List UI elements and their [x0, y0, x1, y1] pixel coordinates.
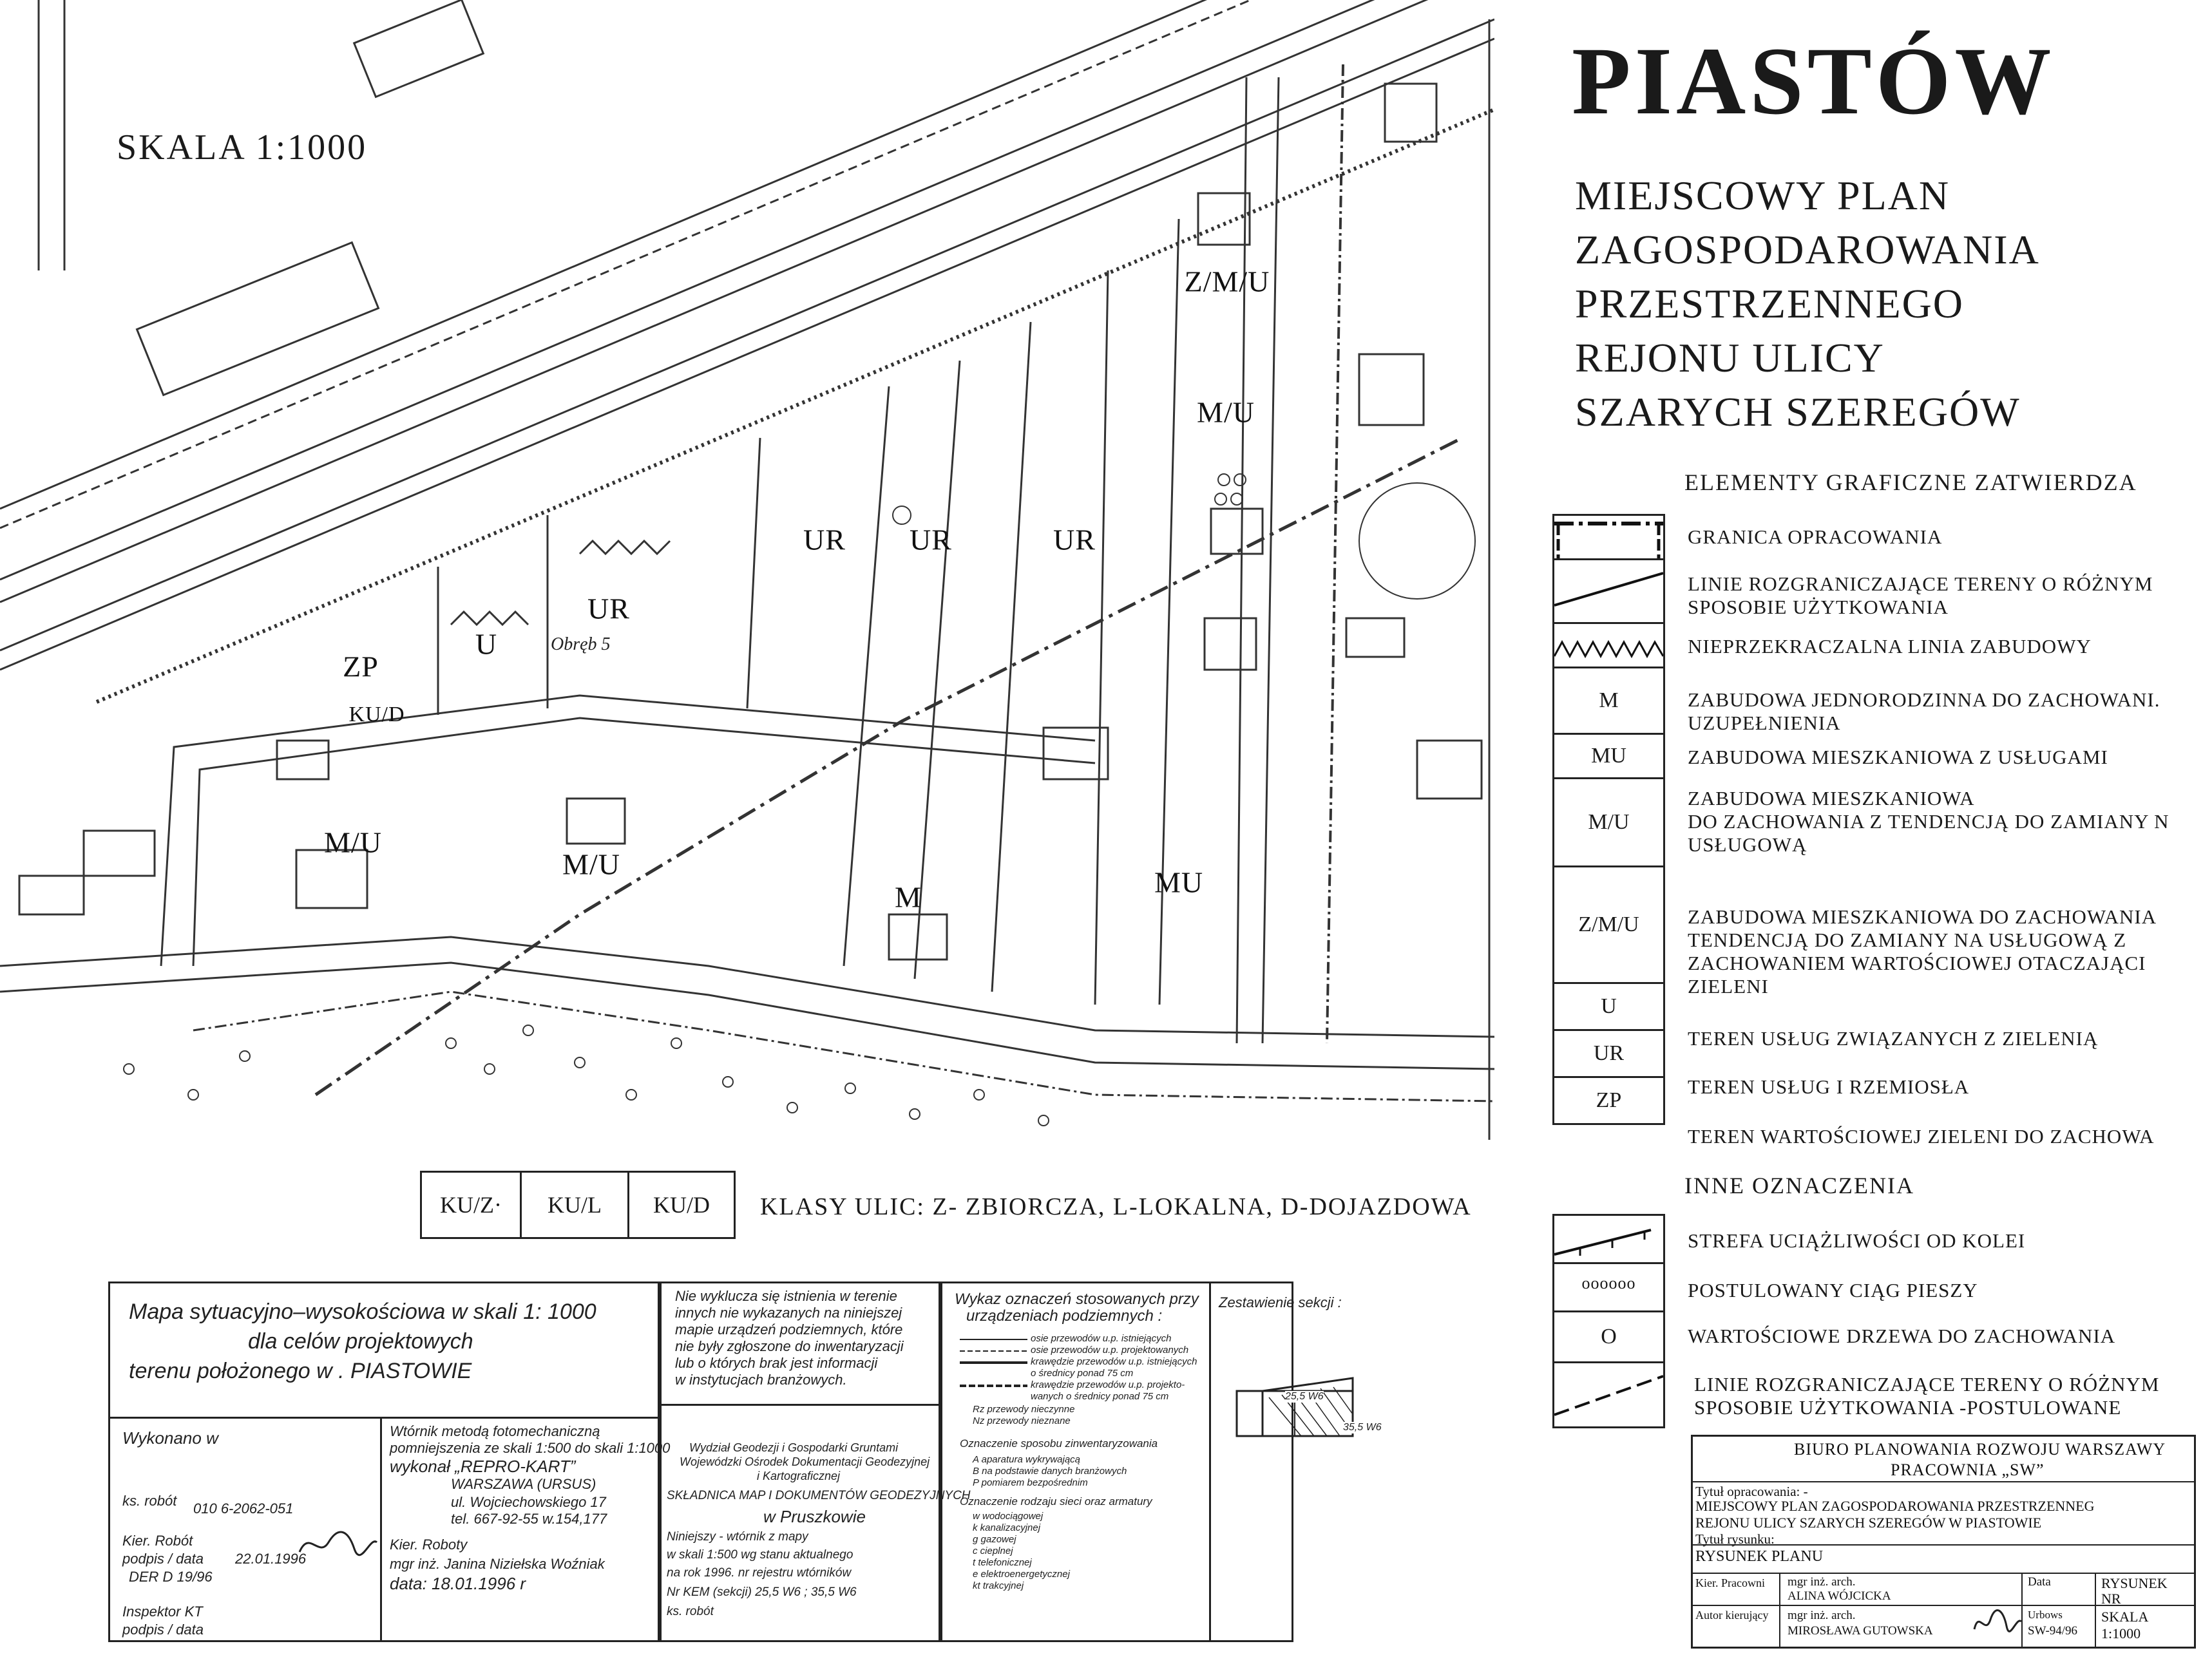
- building: [277, 741, 329, 779]
- zone-label-zmu: Z/M/U: [1184, 265, 1270, 298]
- subtitle-line: REJONU ULICY: [1575, 335, 1885, 381]
- survey-inspektor: Inspektor KT: [122, 1603, 203, 1620]
- legend-text: GRANICA OPRACOWANIA: [1688, 525, 1943, 548]
- legend-symbol-zp: ZP: [1552, 1076, 1665, 1125]
- legend-text: TEREN USŁUG ZWIĄZANYCH Z ZIELENIĄ: [1688, 1027, 2099, 1050]
- utility-rodzaj-row: w wodociągowej: [973, 1511, 1044, 1522]
- utility-line-samples: [960, 1336, 1031, 1400]
- legend-symbol-u: U: [1552, 982, 1665, 1031]
- building: [1211, 509, 1263, 554]
- building: [1417, 741, 1482, 799]
- note-line: nie były zgłoszone do inwentaryzacji: [675, 1338, 904, 1354]
- legend-heading: ELEMENTY GRAFICZNE ZATWIERDZA: [1684, 469, 2137, 495]
- utility-title: urządzeniach podziemnych :: [966, 1307, 1163, 1325]
- utility-inwent: Oznaczenie sposobu zinwentaryzowania: [960, 1437, 1158, 1450]
- survey-divider: [380, 1417, 382, 1642]
- note-line: mapie urządzeń podziemnych, które: [675, 1321, 903, 1338]
- building: [1359, 354, 1424, 425]
- legend-symbol-boundary: [1552, 514, 1665, 560]
- note-rok: na rok 1996. nr rejestru wtórników: [667, 1566, 852, 1580]
- office-divider: [1691, 1573, 2196, 1574]
- survey-kier2: Kier. Roboty: [390, 1537, 468, 1553]
- legend-text: POSTULOWANY CIĄG PIESZY: [1688, 1279, 1978, 1301]
- note-skladnica: SKŁADNICA MAP I DOKUMENTÓW GEODEZYJNYCH: [667, 1489, 971, 1502]
- road-class-ku-z: KU/Z·: [420, 1171, 522, 1239]
- building-line: [451, 612, 528, 625]
- plot-line: [747, 438, 760, 708]
- office-data-label: Data: [2028, 1575, 2051, 1589]
- survey-podpis-date: 22.01.1996: [235, 1551, 307, 1567]
- utility-title: Wykaz oznaczeń stosowanych przy: [955, 1291, 1199, 1308]
- note-pruszkow: w Pruszkowie: [763, 1507, 866, 1526]
- legend-text: ZABUDOWA MIESZKANIOWA DO ZACHOWANIA Z TENDENCJĄ DO ZAMIANY N USŁUGOWĄ: [1688, 787, 2169, 856]
- local-road-edge: [161, 695, 1095, 966]
- legend-symbol-rail-zone: [1552, 1214, 1665, 1264]
- railway-line: [97, 109, 1494, 702]
- survey-wykonal: wykonał „REPRO-KART”: [390, 1457, 576, 1476]
- subtitle-line: MIEJSCOWY PLAN: [1575, 173, 1950, 218]
- office-divider: [1779, 1573, 1780, 1649]
- zoning-map: [0, 0, 1494, 1140]
- legend-text: ZABUDOWA MIESZKANIOWA Z USŁUGAMI: [1688, 746, 2108, 768]
- office-skala: SKALA: [2101, 1609, 2149, 1625]
- obreb-label: Obręb 5: [551, 634, 611, 654]
- legend-text: NIEPRZEKRACZALNA LINIA ZABUDOWY: [1688, 635, 2092, 657]
- legend-text: WARTOŚCIOWE DRZEWA DO ZACHOWANIA: [1688, 1325, 2116, 1347]
- office-tytul: MIEJSCOWY PLAN ZAGOSPODAROWANIA PRZESTRZENNEG: [1695, 1498, 2095, 1514]
- office-rysunek-label: Tytuł rysunku:: [1695, 1531, 1775, 1547]
- note-line: Nie wyklucza się istnienia w terenie: [675, 1288, 897, 1304]
- subtitle-line: SZARYCH SZEREGÓW: [1575, 389, 2021, 435]
- utility-inwent-row: A aparatura wykrywającą: [973, 1454, 1081, 1465]
- legend-text: LINIE ROZGRANICZAJĄCE TERENY O RÓŻNYM SPOSOBIE UŻYTKOWANIA: [1688, 572, 2153, 618]
- road-label-kud: KU/D: [348, 703, 405, 726]
- building-line: [580, 541, 670, 554]
- legend-text: ZABUDOWA JEDNORODZINNA DO ZACHOWANI. UZUPEŁNIENIA: [1688, 688, 2160, 734]
- office-urbows: Urbows: [2028, 1609, 2063, 1621]
- survey-purpose: dla celów projektowych: [248, 1329, 473, 1354]
- signature: [1971, 1603, 2023, 1642]
- office-tytul: REJONU ULICY SZARYCH SZEREGÓW W PIASTOWIE: [1695, 1515, 2042, 1531]
- railway-line: [0, 0, 1494, 602]
- main-road-edge: [0, 937, 1494, 1037]
- street-edge: [1237, 77, 1246, 1043]
- survey-title: Mapa sytuacyjno–wysokościowa w skali 1: 1000: [129, 1300, 596, 1324]
- plot-line: [844, 386, 889, 966]
- map-subtitle: [1575, 169, 2193, 439]
- note-wydzial: i Kartograficznej: [757, 1470, 841, 1482]
- building: [137, 243, 379, 395]
- utility-rodzaj-row: t telefonicznej: [973, 1557, 1032, 1568]
- building: [354, 0, 484, 97]
- survey-firm-city: WARSZAWA (URSUS): [451, 1476, 596, 1492]
- zone-label-u: U: [475, 627, 498, 661]
- legend-symbol-zigzag: [1552, 622, 1665, 668]
- zone-label-mu: MU: [1154, 865, 1204, 899]
- office-divider: [1691, 1481, 2196, 1482]
- office-kier-name: ALINA WÓJCICKA: [1788, 1589, 1891, 1603]
- survey-address: ul. Wojciechowskiego 17: [451, 1494, 606, 1510]
- zone-label-m: M: [895, 880, 922, 914]
- building: [19, 876, 84, 914]
- utility-row: osie przewodów u.p. projektowanych: [1031, 1345, 1189, 1356]
- signature: [296, 1523, 380, 1562]
- office-rys-nr: NR: [2101, 1591, 2121, 1607]
- street-edge: [1327, 64, 1343, 1043]
- survey-kier: Kier. Robót: [122, 1533, 193, 1549]
- legend-text: LINIE ROZGRANICZAJĄCE TERENY O RÓŻNYM SPOSOBIE UŻYTKOWANIA -POSTULOWANE: [1694, 1373, 2160, 1419]
- building: [84, 831, 155, 876]
- note-line: innych nie wykazanych na niniejszej: [675, 1305, 902, 1321]
- office-autor-name: mgr inż. arch.: [1788, 1609, 1856, 1622]
- subtitle-line: PRZESTRZENNEGO: [1575, 281, 1964, 326]
- road-class-ku-l: KU/L: [520, 1171, 629, 1239]
- office-pracownia: PRACOWNIA „SW”: [1891, 1461, 2045, 1479]
- legend-text: STREFA UCIĄŻLIWOŚCI OD KOLEI: [1688, 1229, 2026, 1252]
- section-cell: 35,5 W6: [1343, 1422, 1382, 1433]
- building: [1198, 193, 1250, 245]
- zone-label-ur: UR: [910, 523, 952, 556]
- zone-label-mu-upper: M/U: [1197, 395, 1255, 429]
- office-skala: 1:1000: [2101, 1625, 2141, 1641]
- legend-text: TEREN USŁUG I RZEMIOSŁA: [1688, 1075, 1970, 1098]
- street-edge: [1263, 77, 1279, 1043]
- utility-rodzaj-row: k kanalizacyjnej: [973, 1522, 1041, 1533]
- office-kier-label: Kier. Pracowni: [1695, 1576, 1765, 1589]
- survey-podpis: podpis / data: [122, 1551, 204, 1567]
- building: [1205, 618, 1256, 670]
- building: [1385, 84, 1436, 142]
- office-urbows-code: SW-94/96: [2028, 1624, 2078, 1638]
- legend-symbol-postulated-line: [1552, 1361, 1665, 1428]
- railway-line: [0, 0, 1494, 580]
- utility-row: wanych o średnicy ponad 75 cm: [1031, 1391, 1169, 1402]
- legend-symbol-m: M: [1552, 667, 1665, 735]
- survey-phone: tel. 667-92-55 w.154,177: [451, 1511, 607, 1527]
- legend-symbol-m-u: M/U: [1552, 777, 1665, 867]
- utility-row: Rz przewody nieczynne: [973, 1404, 1075, 1415]
- survey-divider: [108, 1417, 660, 1419]
- plot-line: [1095, 270, 1108, 1005]
- zone-label-ur: UR: [587, 592, 630, 625]
- note-kem: Nr KEM (sekcji) 25,5 W6 ; 35,5 W6: [667, 1585, 857, 1599]
- survey-podpis2: podpis / data: [122, 1622, 204, 1638]
- legend-symbol-mu: MU: [1552, 733, 1665, 779]
- road-class-ku-d: KU/D: [627, 1171, 736, 1239]
- sections-title: Zestawienie sekcji :: [1219, 1294, 1342, 1310]
- zone-label-ur: UR: [803, 523, 846, 556]
- note-ks-robot: ks. robót: [667, 1605, 714, 1618]
- survey-wtornik2: pomniejszenia ze skali 1:500 do skali 1:1000: [390, 1440, 671, 1456]
- utility-row: osie przewodów u.p. istniejących: [1031, 1333, 1172, 1344]
- utility-row: Nz przewody nieznane: [973, 1415, 1071, 1426]
- survey-mgr: mgr inż. Janina Niziełska Woźniak: [390, 1556, 605, 1572]
- utility-rodzaj-row: e elektroenergetycznej: [973, 1569, 1070, 1580]
- legend-symbol-z-m-u: Z/M/U: [1552, 865, 1665, 984]
- survey-ks-num: 010 6-2062-051: [193, 1500, 294, 1517]
- scale-label: SKALA 1:1000: [113, 126, 371, 169]
- note-wydzial: Wojewódzki Ośrodek Dokumentacji Geodezyjnej: [680, 1455, 930, 1468]
- utility-row: o średnicy ponad 75 cm: [1031, 1368, 1134, 1379]
- office-autor-name: MIROSŁAWA GUTOWSKA: [1788, 1624, 1933, 1638]
- office-org: BIURO PLANOWANIA ROZWOJU WARSZAWY: [1794, 1440, 2166, 1459]
- note-skali: w skali 1:500 wg stanu aktualnego: [667, 1548, 853, 1562]
- survey-dek: DER D 19/96: [129, 1569, 213, 1585]
- utility-inwent-row: P pomiarem bezpośrednim: [973, 1477, 1088, 1488]
- building: [1346, 618, 1404, 657]
- map-title: PIASTÓW: [1572, 28, 2055, 135]
- utility-rodzaj: Oznaczenie rodzaju sieci oraz armatury: [960, 1495, 1152, 1508]
- utility-rodzaj-row: kt trakcyjnej: [973, 1580, 1024, 1591]
- survey-wykonano: Wykonano w: [122, 1428, 218, 1448]
- survey-location: terenu położonego w . PIASTOWIE: [129, 1359, 472, 1383]
- legend-text: ZABUDOWA MIESZKANIOWA DO ZACHOWANIA TENDENCJĄ DO ZAMIANY NA USŁUGOWĄ Z ZACHOWANIEM WARTOŚCIOWEJ OTACZAJĄCI ZIELENI: [1688, 905, 2157, 998]
- utility-inwent-row: B na podstawie danych branżowych: [973, 1466, 1127, 1477]
- plot-line: [992, 322, 1031, 992]
- office-rys-nr: RYSUNEK: [2101, 1575, 2168, 1591]
- subtitle-line: ZAGOSPODAROWANIA: [1575, 227, 2040, 272]
- section-cell: 25,5 W6: [1285, 1391, 1324, 1402]
- note-wydzial: Wydział Geodezji i Gospodarki Gruntami: [689, 1441, 899, 1454]
- utility-row: krawędzie przewodów u.p. projekto-: [1031, 1379, 1185, 1390]
- building: [567, 799, 625, 844]
- legend-symbol-path: oooooo: [1552, 1262, 1665, 1312]
- utility-rodzaj-row: g gazowej: [973, 1534, 1016, 1545]
- office-autor-label: Autor kierujący: [1695, 1609, 1769, 1622]
- legend-other-heading: INNE OZNACZENIA: [1684, 1173, 1914, 1198]
- office-rysunek: RYSUNEK PLANU: [1695, 1548, 1824, 1565]
- legend-symbol-tree: O: [1552, 1310, 1665, 1363]
- zone-label-ur: UR: [1053, 523, 1096, 556]
- zone-label-mu-left: M/U: [324, 826, 382, 859]
- legend-text: TEREN WARTOŚCIOWEJ ZIELENI DO ZACHOWA: [1688, 1125, 2155, 1148]
- note-divider: [660, 1404, 940, 1406]
- office-kier-name: mgr inż. arch.: [1788, 1575, 1856, 1589]
- main-road-edge: [0, 963, 1494, 1069]
- utility-row: krawędzie przewodów u.p. istniejących: [1031, 1356, 1197, 1367]
- zone-label-mu-mid: M/U: [562, 847, 620, 881]
- sections-diagram: [1224, 1372, 1366, 1455]
- note-niniejszy: Niniejszy - wtórnik z mapy: [667, 1530, 808, 1544]
- legend-symbol-ur: UR: [1552, 1029, 1665, 1078]
- zone-label-zp: ZP: [343, 650, 379, 683]
- road-classes-text: KLASY ULIC: Z- ZBIORCZA, L-LOKALNA, D-DOJAZDOWA: [760, 1193, 1472, 1220]
- survey-data: data: 18.01.1996 r: [390, 1574, 526, 1593]
- survey-ks-robot: ks. robót: [122, 1493, 177, 1509]
- office-tytul-label: Tytuł opracowania: -: [1695, 1484, 1808, 1499]
- survey-wtornik: Wtórnik metodą fotomechaniczną: [390, 1423, 600, 1439]
- office-divider: [2095, 1573, 2096, 1649]
- note-line: lub o których brak jest informacji: [675, 1355, 878, 1371]
- legend-symbol-line: [1552, 558, 1665, 624]
- note-line: w instytucjach branżowych.: [675, 1372, 847, 1388]
- utility-rodzaj-row: c cieplnej: [973, 1546, 1013, 1556]
